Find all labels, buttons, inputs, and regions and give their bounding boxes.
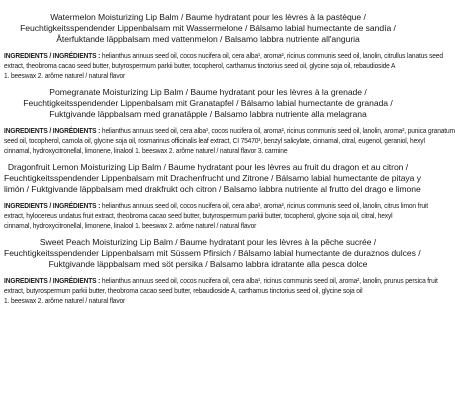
title-line: Feuchtigkeitsspendender Lippenbalsam mit Drachenfrucht und Zitrone / Bálsamo labial humectante de pitaya y: [4, 173, 421, 183]
title-line: Watermelon Moisturizing Lip Balm / Baume hydratant pour les lèvres à la pastèque /: [50, 12, 366, 22]
ingredients-block: [4, 276, 438, 306]
title-line: Fuktgivande läppbalsam med söt persika / Balsamo labbra idratante alla pesca dolce: [48, 259, 368, 269]
ingredients-block: [4, 51, 443, 81]
ingredients-footnotes: 1. beeswax 2. arôme naturel / natural flavor: [4, 71, 126, 80]
title-line: Sweet Peach Moisturizing Lip Balm / Baume hydratant pour les lèvres à la pêche sucrée /: [39, 237, 377, 247]
title-line: Återfuktande läppbalsam med vattenmelon / Balsamo labbra nutriente all'anguria: [56, 34, 360, 44]
ingredients-line: [4, 126, 455, 136]
ingredients-label: INGREDIENTS / INGRÉDIENTS :: [4, 201, 101, 210]
ingredients-line: extract, theobroma cacao seed butter, butyrospermum parkii butter, tocopherol, carthamus tinctorius seed oil, glycine soja oil, rebaudioside A: [4, 61, 396, 70]
ingredients-text: helianthus annuus seed oil, cocos nucifera oil, cera alba¹, ricinus communis seed oil, aroma², lanolin, prunus persica fruit: [100, 276, 438, 285]
ingredients-line: [4, 51, 443, 61]
ingredients-line: extract, butyrospermum parkii butter, theobroma cacao seed butter, rebaudioside A, carthamus tinctorius seed oil, glycine soja oil: [4, 286, 363, 295]
ingredients-label: INGREDIENTS / INGRÉDIENTS :: [4, 276, 101, 285]
ingredients-line: [4, 201, 428, 211]
ingredients-text: helianthus annuus seed oil, cocos nucifera oil, cera alba¹, aroma², ricinus communis seed oil, lanolin, citrullus lanatus seed: [100, 51, 443, 60]
ingredients-line: [4, 276, 438, 286]
title-line: Pomegranate Moisturizing Lip Balm / Baume hydratant pour les lèvres à la grenade /: [49, 87, 367, 97]
title-line: Feuchtigkeitsspendender Lippenbalsam mit Granatapfel / Bálsamo labial humectante de granada /: [23, 98, 393, 108]
title-line: Feuchtigkeitsspendender Lippenbalsam mit Süssem Pfirsich / Bálsamo labial humectante de duraznos dulces /: [4, 248, 421, 258]
ingredients-label: INGREDIENTS / INGRÉDIENTS :: [4, 51, 101, 60]
ingredients-line: seed oil, tocopherol, carnola oil, glycine soja oil, rosmarinus officinalis leaf extract, CI 75470³, benzyl salicylate, cinnamal, citral, eugenol, geraniol, hexyl: [4, 136, 425, 145]
title-line: limón / Fuktgivande läppbalsam med drakfrukt och citron / Balsamo labbra nutriente al frutto del drago e limone: [4, 184, 421, 194]
ingredients-block: [4, 126, 455, 156]
product-title: [4, 12, 412, 45]
product-section-dragonfruit-lemon: [4, 162, 428, 231]
title-line: Fuktgivande läppbalsam med granatäpple / Balsamo labbra nutriente alla melagrana: [49, 109, 367, 119]
ingredients-text: helianthus annuus seed oil, cocos nucifera oil, cera alba¹, aroma², ricinus communis seed oil, lanolin, citrus limon fruit: [100, 201, 428, 210]
ingredients-block: [4, 201, 428, 231]
ingredients-footnotes: cinnamal, hydroxycitronellal, limonene, linalool 1. beeswax 2. arôme naturel / natural flavor: [4, 221, 257, 230]
ingredients-line: extract, hylocereus undatus fruit extract, theobroma cacao seed butter, butyrospermum parkii butter, tocopherol, glycine soja oil, citral, hexyl: [4, 211, 393, 220]
product-title: [4, 87, 412, 120]
ingredients-footnotes: 1. beeswax 2. arôme naturel / natural flavor: [4, 296, 126, 305]
ingredients-label: INGREDIENTS / INGRÉDIENTS :: [4, 126, 101, 135]
product-section-watermelon: [4, 12, 443, 81]
title-line: Feuchtigkeitsspendender Lippenbalsam mit Wassermelone / Bálsamo labial humectante de sandía /: [20, 23, 396, 33]
title-line: Dragonfruit Lemon Moisturizing Lip Balm / Baume hydratant pour les lèvres au fruit du dragon et au citron /: [7, 162, 409, 172]
product-title: [4, 237, 421, 270]
product-section-sweet-peach: [4, 237, 438, 306]
product-title: [4, 162, 421, 195]
product-section-pomegranate: [4, 87, 455, 156]
ingredients-text: helianthus annuus seed oil, cera alba¹, cocos nucifera oil, aroma², ricinus communis seed oil, lanolin, aroma², punica granatum: [100, 126, 455, 135]
ingredients-footnotes: cinnamal, hydroxycitronellal, limonene, linalool 1. beeswax 2. arôme naturel / natural flavor 3. carmine: [4, 146, 288, 155]
